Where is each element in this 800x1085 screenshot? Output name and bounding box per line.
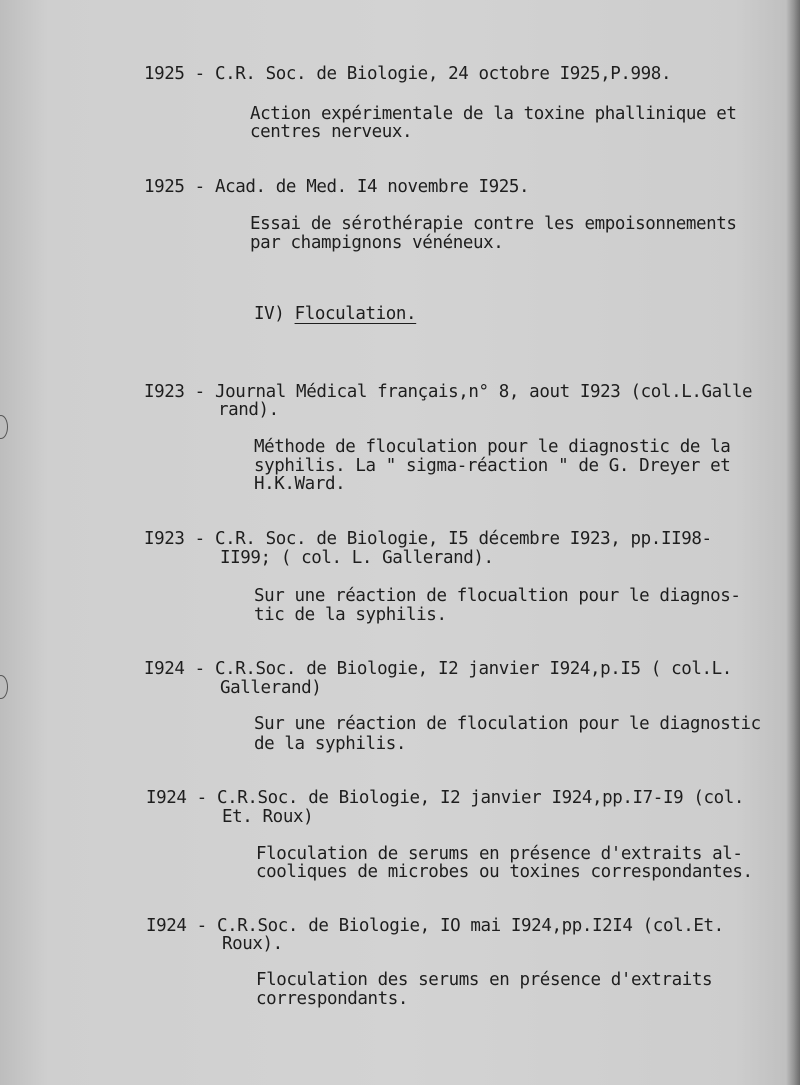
entry-5-line: I924 - C.R.Soc. de Biologie, I2 janvier I924,p.I5 ( col.L. — [144, 659, 732, 679]
entry-2-line: 1925 - Acad. de Med. I4 novembre I925. — [144, 177, 530, 197]
section-number: IV) — [254, 304, 285, 324]
entry-source: Acad. de Med. I4 novembre I925. — [214, 177, 530, 197]
entry-7-line: I924 - C.R.Soc. de Biologie, IO mai I924,pp.I2I4 (col.Et. — [146, 916, 724, 936]
entry-year: 1925 — [144, 64, 185, 84]
punch-hole — [0, 415, 8, 439]
entry-title-line: Floculation de serums en présence d'extraits al- — [256, 844, 743, 864]
entry-4-line: I923 - C.R. Soc. de Biologie, I5 décembre I923, pp.II98- — [144, 529, 712, 549]
entry-title-line: centres nerveux. — [250, 122, 413, 142]
entry-title-line: par champignons vénéneux. — [250, 233, 504, 253]
section-title: Floculation. — [294, 304, 417, 324]
entry-source: C.R. Soc. de Biologie, I5 décembre I923, pp.II98- — [214, 529, 712, 549]
entry-title-line: Sur une réaction de flocualtion pour le diagnos- — [254, 586, 741, 606]
entry-title-line: tic de la syphilis. — [254, 605, 447, 625]
entry-title-line: Sur une réaction de floculation pour le diagnostic — [254, 714, 761, 734]
entry-source-continuation: Roux). — [222, 934, 283, 954]
entry-source: C.R.Soc. de Biologie, IO mai I924,pp.I2I4 (col.Et. — [216, 916, 724, 936]
entry-title-line: cooliques de microbes ou toxines correspondantes. — [256, 862, 753, 882]
entry-title-line: H.K.Ward. — [254, 474, 346, 494]
entry-source-continuation: Et. Roux) — [222, 807, 314, 827]
entry-title-line: correspondants. — [256, 989, 409, 1009]
punch-hole — [0, 675, 8, 699]
entry-6-line: I924 - C.R.Soc. de Biologie, I2 janvier I924,pp.I7-I9 (col. — [146, 788, 745, 808]
entry-year: I924 — [146, 788, 187, 808]
entry-year: I924 — [144, 659, 185, 679]
entry-title-line: Floculation des serums en présence d'extraits — [256, 970, 713, 990]
page-edge-shadow — [786, 0, 800, 1085]
entry-source: Journal Médical français,n° 8, aout I923 (col.L.Galle — [214, 382, 753, 402]
entry-source-continuation: Gallerand) — [220, 678, 322, 698]
entry-title-line: Action expérimentale de la toxine phallinique et — [250, 104, 737, 124]
entry-title-line: Essai de sérothérapie contre les empoisonnements — [250, 214, 737, 234]
entry-title-line: syphilis. La " sigma-réaction " de G. Dreyer et — [254, 456, 731, 476]
entry-title-line: Méthode de floculation pour le diagnostic de la — [254, 437, 731, 457]
section-heading — [254, 304, 416, 324]
entry-source: C.R.Soc. de Biologie, I2 janvier I924,pp.I7-I9 (col. — [216, 788, 745, 808]
entry-source: C.R. Soc. de Biologie, 24 octobre I925,P.998. — [214, 64, 672, 84]
entry-1-line: 1925 - C.R. Soc. de Biologie, 24 octobre I925,P.998. — [144, 64, 672, 84]
entry-year: 1925 — [144, 177, 185, 197]
entry-source-continuation: rand). — [218, 400, 279, 420]
entry-source: C.R.Soc. de Biologie, I2 janvier I924,p.I5 ( col.L. — [214, 659, 732, 679]
entry-year: I923 — [144, 529, 185, 549]
entry-3-line: I923 - Journal Médical français,n° 8, aout I923 (col.L.Galle — [144, 382, 753, 402]
entry-year: I923 — [144, 382, 185, 402]
entry-title-line: de la syphilis. — [254, 734, 407, 754]
entry-year: I924 — [146, 916, 187, 936]
entry-source-continuation: II99; ( col. L. Gallerand). — [220, 548, 494, 568]
